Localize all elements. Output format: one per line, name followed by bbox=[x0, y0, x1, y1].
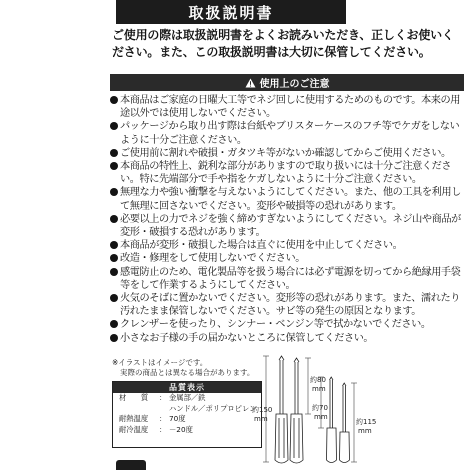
illustration-note-line2: 実際の商品とは異なる場合があります。 bbox=[120, 368, 255, 377]
caution-item: 本商品の特性上、鋭利な部分がありますので取り扱いには十分ご注意ください。特に先端部分で手や指をケガしないように十分ご注意ください。 bbox=[110, 160, 466, 186]
material-row bbox=[113, 393, 261, 404]
caution-item: ご使用前に割れや破損・ガタツキ等がないか確認してからご使用ください。 bbox=[110, 147, 466, 160]
caution-item: 小さなお子様の手の届かないところに保管してください。 bbox=[110, 332, 466, 345]
dim-115-label: 約115 bbox=[356, 418, 377, 426]
material-row-2 bbox=[113, 404, 261, 415]
screwdriver-small-1-icon bbox=[327, 377, 337, 463]
dim-70-label: 約70 bbox=[312, 404, 328, 412]
manual-title: 取扱説明書 bbox=[188, 3, 274, 22]
quality-label-box bbox=[112, 381, 262, 448]
caution-item: 感電防止のため、電化製品等を扱う場合には必ず電源を切ってから絶縁用手袋等をして作業するようにしてください。 bbox=[110, 266, 466, 292]
screwdriver-large-1-icon bbox=[275, 356, 288, 463]
screwdriver-drawing bbox=[250, 352, 464, 468]
dim-115-unit: mm bbox=[358, 427, 372, 435]
cold-row bbox=[113, 425, 261, 436]
caution-heading-bar bbox=[110, 74, 464, 91]
dim-150-unit: mm bbox=[254, 415, 268, 423]
caution-item: 無理な力や強い衝撃を与えないようにしてください。また、他の工具を利用して無理に回さないでください。変形や破損等の恐れがあります。 bbox=[110, 186, 466, 212]
caution-item: 本商品はご家庭の日曜大工等でネジ回しに使用するためのものです。本来の用途以外では使用しないでください。 bbox=[110, 94, 466, 120]
quality-heading: 品質表示 bbox=[113, 382, 261, 393]
dim-80-unit: mm bbox=[312, 385, 326, 393]
screwdriver-small-2-icon bbox=[340, 383, 350, 463]
warning-triangle-icon bbox=[245, 78, 256, 88]
cold-sep: ： bbox=[159, 424, 167, 434]
cold-value: －20度 bbox=[169, 424, 193, 434]
intro-text: ご使用の際は取扱説明書をよくお読みいただき、正しくお使いください。また、この取扱説明書は大切に保管してください。 bbox=[112, 28, 454, 59]
caution-item: 必要以上の力でネジを強く締めすぎないようにしてください。ネジ山や商品が変形・破損する恐れがあります。 bbox=[110, 213, 466, 239]
material-sep: ： bbox=[159, 393, 167, 402]
material-value-2: ハンドル／ポリプロピレン bbox=[169, 403, 257, 413]
illustration-note bbox=[112, 358, 272, 378]
caution-list bbox=[110, 94, 466, 345]
dim-150-label: 約150 bbox=[252, 406, 273, 414]
heat-value: 70度 bbox=[169, 414, 186, 423]
manual-title-bar bbox=[116, 0, 346, 24]
dim-70-unit: mm bbox=[314, 413, 328, 421]
caution-item: クレンザーを使ったり、シンナー・ベンジン等で拭かないでください。 bbox=[110, 318, 466, 331]
caution-item: 火気のそばに置かないでください。変形等の恐れがあります。また、濡れたり汚れたまま保管しないでください。サビ等の発生の原因となります。 bbox=[110, 292, 466, 318]
bottom-tab-mark bbox=[116, 460, 146, 470]
caution-item: パッケージから取り出す際は台紙やブリスターケースのフチ等でケガをしないように十分ご注意ください。 bbox=[110, 120, 466, 146]
illustration-note-line1: ※イラストはイメージです。 bbox=[112, 358, 208, 367]
heat-label: 耐熱温度 bbox=[119, 414, 149, 423]
cold-label: 耐冷温度 bbox=[119, 424, 149, 434]
screwdriver-large-2-icon bbox=[290, 358, 303, 463]
caution-heading: 使用上のご注意 bbox=[259, 79, 330, 90]
heat-row bbox=[113, 414, 261, 425]
caution-item: 本商品が変形・破損した場合は直ぐに使用を中止してください。 bbox=[110, 239, 466, 252]
material-value-1: 金属部／鉄 bbox=[169, 393, 206, 402]
dim-80-label: 約80 bbox=[310, 376, 326, 384]
caution-item: 改造・修理をして使用しないでください。 bbox=[110, 252, 466, 265]
heat-sep: ： bbox=[159, 414, 167, 423]
material-label: 材 質 bbox=[119, 393, 149, 402]
